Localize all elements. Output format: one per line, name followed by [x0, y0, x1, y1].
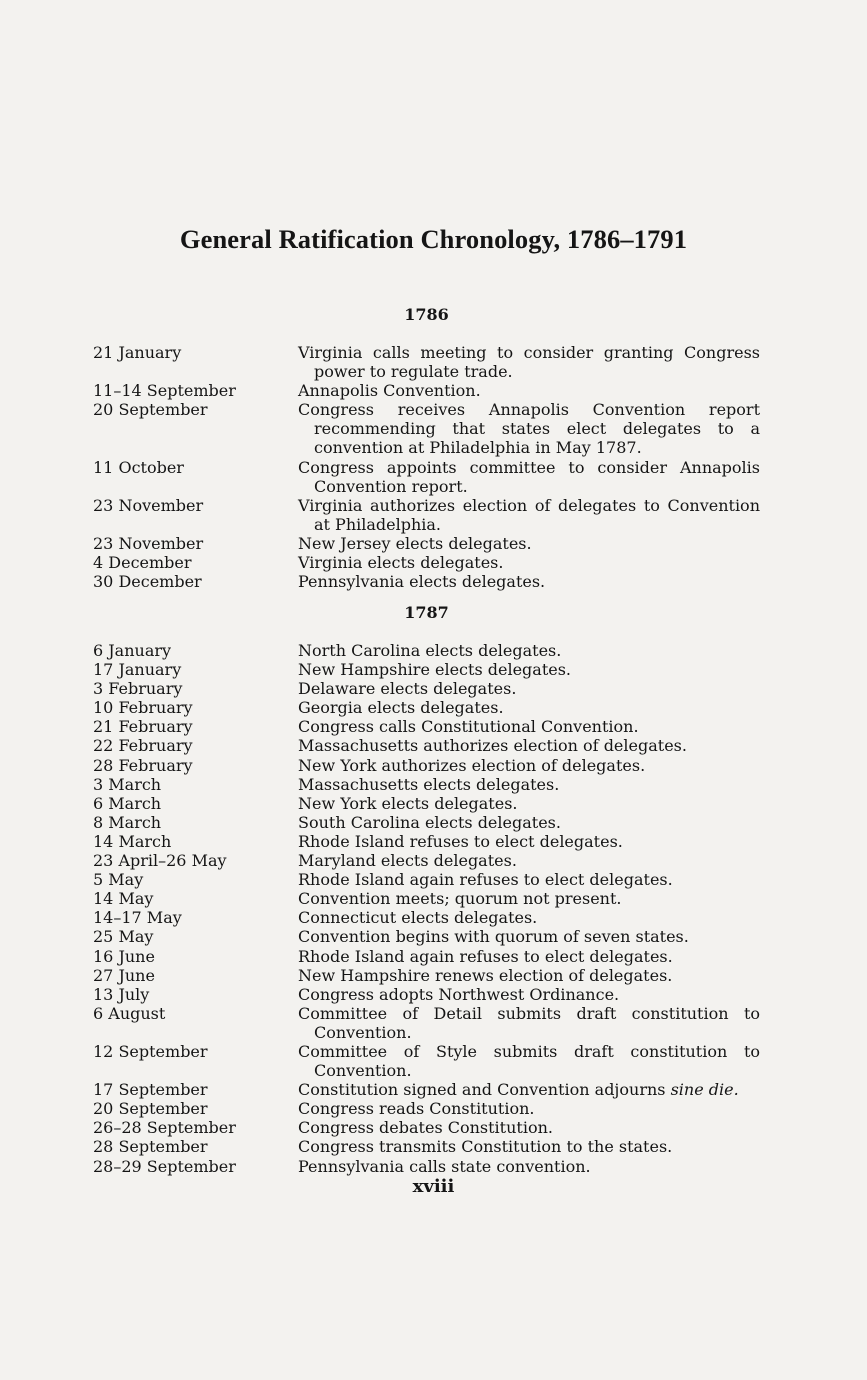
entry-date: 6 March — [93, 793, 162, 813]
chronology-entry — [93, 1137, 760, 1156]
chronology-entry — [93, 1099, 760, 1118]
chronology-entry — [93, 717, 760, 736]
chronology-entry — [93, 400, 760, 457]
chronology-entry — [93, 889, 760, 908]
entry-date: 23 November — [93, 495, 204, 515]
chronology-entry — [93, 698, 760, 717]
entry-date: 22 February — [93, 736, 193, 756]
entry-event: New York authorizes election of delegates. — [298, 755, 646, 775]
entry-event: Congress calls Constitutional Convention. — [298, 717, 639, 737]
entry-event: Connecticut elects delegates. — [298, 908, 538, 928]
entry-event: North Carolina elects delegates. — [298, 641, 562, 660]
chronology-entry — [93, 736, 760, 755]
chronology-entry — [93, 1004, 760, 1042]
chronology-entry — [93, 381, 760, 400]
entry-date: 30 December — [93, 572, 202, 592]
entry-date: 21 January — [93, 343, 182, 362]
chronology-list — [93, 641, 760, 1176]
chronology-list — [93, 343, 760, 591]
entry-date: 8 March — [93, 812, 162, 832]
chronology-entry — [93, 1157, 760, 1176]
entry-date: 6 January — [93, 641, 172, 660]
section-1787 — [93, 604, 760, 1176]
chronology-entry — [93, 775, 760, 794]
entry-date: 14–17 May — [93, 908, 182, 928]
entry-date: 25 May — [93, 927, 154, 947]
chronology-entry — [93, 534, 760, 553]
entry-event: Massachusetts authorizes election of delegates. — [298, 736, 687, 756]
entry-event: New Jersey elects delegates. — [298, 533, 532, 553]
chronology-entry — [93, 794, 760, 813]
entry-event — [298, 1080, 760, 1099]
chronology-entry — [93, 458, 760, 496]
entry-date: 23 April–26 May — [93, 851, 227, 871]
chronology-entry — [93, 985, 760, 1004]
entry-event: Massachusetts elects delegates. — [298, 774, 560, 794]
entry-date: 26–28 September — [93, 1118, 236, 1138]
entry-event: Rhode Island again refuses to elect delegates. — [298, 870, 673, 890]
entry-event: Georgia elects delegates. — [298, 698, 504, 718]
entry-event: Congress adopts Northwest Ordinance. — [298, 984, 620, 1004]
year-heading: 1787 — [404, 603, 449, 622]
entry-event: Virginia authorizes election of delegates to Convention at Philadelphia. — [298, 495, 760, 534]
entry-event: Convention meets; quorum not present. — [298, 889, 622, 909]
entry-event: New Hampshire elects delegates. — [298, 660, 572, 680]
chronology-entry — [93, 1042, 760, 1080]
entry-date: 11–14 September — [93, 381, 236, 401]
entry-date: 11 October — [93, 457, 184, 477]
section-1786 — [93, 306, 760, 591]
entry-event: Rhode Island again refuses to elect delegates. — [298, 946, 673, 966]
entry-event: Congress debates Constitution. — [298, 1118, 553, 1138]
entry-date: 27 June — [93, 965, 155, 985]
chronology-entry — [93, 553, 760, 572]
entry-event: Virginia elects delegates. — [298, 553, 504, 573]
entry-date: 3 March — [93, 774, 162, 794]
chronology-entry — [93, 813, 760, 832]
page-number: xviii — [412, 1176, 455, 1197]
chronology-entry — [93, 660, 760, 679]
entry-event: South Carolina elects delegates. — [298, 812, 561, 832]
entry-date: 20 September — [93, 400, 208, 420]
entry-event: Delaware elects delegates. — [298, 679, 517, 699]
entry-date: 14 March — [93, 831, 172, 851]
entry-date: 17 September — [93, 1080, 208, 1100]
entry-event-text: Constitution signed and Convention adjourns — [298, 1080, 666, 1100]
chronology-entry — [93, 851, 760, 870]
entry-date: 23 November — [93, 533, 204, 553]
chronology-entry — [93, 679, 760, 698]
entry-event: Virginia calls meeting to consider granting Congress power to regulate trade. — [298, 343, 760, 382]
chronology-entry — [93, 832, 760, 851]
entry-date: 28–29 September — [93, 1156, 236, 1176]
entry-event: Committee of Style submits draft constitution to Convention. — [298, 1041, 760, 1081]
entry-date: 12 September — [93, 1041, 208, 1061]
entry-date: 20 September — [93, 1099, 208, 1119]
entry-date: 28 February — [93, 755, 193, 775]
entry-event: Pennsylvania calls state convention. — [298, 1156, 591, 1176]
chronology-entry — [93, 966, 760, 985]
entry-date: 14 May — [93, 889, 154, 909]
entry-date: 28 September — [93, 1137, 208, 1157]
entry-event: New Hampshire renews election of delegates. — [298, 965, 673, 985]
chronology-entry — [93, 908, 760, 927]
entry-event: Convention begins with quorum of seven states. — [298, 927, 689, 947]
entry-date: 5 May — [93, 870, 144, 890]
entry-date: 13 July — [93, 984, 150, 1004]
chronology-entry — [93, 1118, 760, 1137]
chronology-entry — [93, 756, 760, 775]
entry-event: Maryland elects delegates. — [298, 851, 517, 871]
chronology-entry — [93, 572, 760, 591]
entry-event: Annapolis Convention. — [298, 381, 481, 401]
entry-event: New York elects delegates. — [298, 793, 518, 813]
chronology-entry — [93, 496, 760, 534]
entry-event: Congress appoints committee to consider Annapolis Convention report. — [298, 457, 760, 496]
entry-date: 21 February — [93, 717, 193, 737]
entry-event: Congress transmits Constitution to the states. — [298, 1137, 673, 1157]
entry-event: Congress reads Constitution. — [298, 1099, 535, 1119]
chronology-entry — [93, 641, 760, 660]
entry-event: Pennsylvania elects delegates. — [298, 572, 546, 592]
entry-event: Rhode Island refuses to elect delegates. — [298, 831, 623, 851]
entry-date: 4 December — [93, 553, 192, 573]
entry-event-italic: sine die. — [670, 1080, 739, 1100]
entry-date: 6 August — [93, 1003, 166, 1023]
entry-date: 3 February — [93, 679, 183, 699]
chronology-entry — [93, 343, 760, 381]
chronology-entry — [93, 947, 760, 966]
chronology-entry — [93, 1080, 760, 1099]
entry-date: 16 June — [93, 946, 155, 966]
year-heading: 1786 — [404, 305, 449, 324]
chronology-entry — [93, 870, 760, 889]
entry-date: 17 January — [93, 660, 182, 680]
entry-event: Congress receives Annapolis Convention report recommending that states elect delegates to a convention at Philadelphia in May 1787. — [298, 400, 760, 458]
page-title: General Ratification Chronology, 1786–1791 — [179, 224, 688, 254]
entry-date: 10 February — [93, 698, 193, 718]
entry-event: Committee of Detail submits draft constitution to Convention. — [298, 1003, 760, 1042]
chronology-entry — [93, 927, 760, 946]
